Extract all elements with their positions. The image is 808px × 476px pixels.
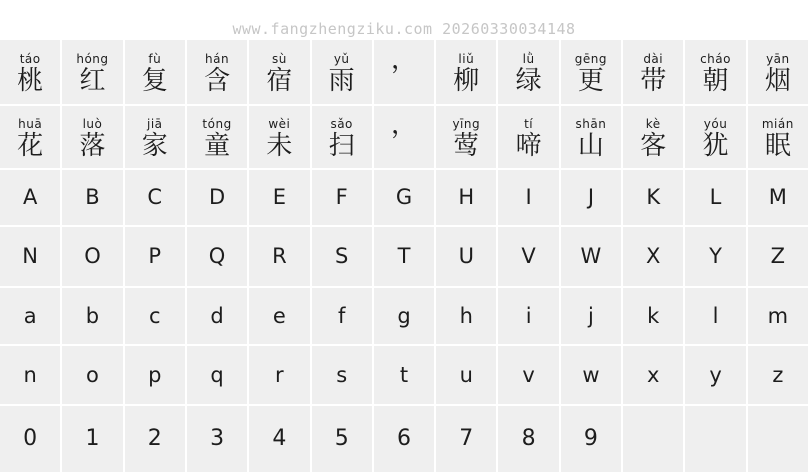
- digit-glyph: 3: [210, 426, 225, 451]
- letter-glyph: E: [272, 185, 287, 209]
- letter-cell: [312, 288, 372, 344]
- pinyin-label: yǔ: [333, 51, 350, 66]
- pinyin-label: jiā: [147, 116, 163, 131]
- letter-cell: [249, 170, 309, 225]
- pinyin-label: sǎo: [330, 116, 353, 131]
- letter-cell: [312, 227, 372, 286]
- digit-cell: [125, 406, 185, 472]
- pinyin-label: yóu: [703, 116, 728, 131]
- letter-cell: [498, 227, 558, 286]
- hanzi-cell: [125, 40, 185, 104]
- hanzi-glyph: 复: [141, 66, 168, 97]
- letter-cell: [436, 288, 496, 344]
- letter-cell: [498, 170, 558, 225]
- letter-glyph: r: [275, 362, 284, 387]
- hanzi-glyph: 未: [266, 131, 293, 162]
- letter-glyph: C: [147, 185, 163, 209]
- pinyin-label: lǜ: [522, 51, 535, 66]
- hanzi-cell: [0, 106, 60, 168]
- digit-cell: [436, 406, 496, 472]
- letter-glyph: Y: [709, 244, 722, 268]
- letter-glyph: T: [397, 244, 411, 268]
- letter-glyph: k: [647, 303, 660, 328]
- letter-cell: [374, 170, 434, 225]
- letter-cell: [498, 288, 558, 344]
- letter-glyph: v: [522, 362, 535, 387]
- pinyin-label: fù: [148, 51, 162, 66]
- letter-glyph: e: [272, 303, 286, 328]
- hanzi-glyph: 山: [577, 131, 604, 162]
- letter-glyph: b: [85, 303, 100, 328]
- letter-glyph: y: [709, 362, 722, 387]
- letter-cell: [187, 170, 247, 225]
- letter-cell: [748, 227, 808, 286]
- hanzi-cell: [685, 106, 745, 168]
- letter-cell: [374, 227, 434, 286]
- letter-cell: [685, 170, 745, 225]
- digit-cell: [0, 406, 60, 472]
- hanzi-cell: [187, 40, 247, 104]
- letter-glyph: j: [587, 303, 594, 328]
- letter-cell: [623, 170, 683, 225]
- letter-cell: [62, 288, 122, 344]
- pinyin-label: kè: [645, 116, 661, 131]
- pinyin-label: mián: [761, 116, 794, 131]
- letter-glyph: K: [646, 185, 661, 209]
- letter-cell: [187, 227, 247, 286]
- letter-glyph: O: [84, 244, 101, 268]
- letter-glyph: L: [709, 185, 722, 209]
- letter-cell: [62, 227, 122, 286]
- letter-glyph: Z: [770, 244, 786, 268]
- pinyin-label: yān: [766, 51, 790, 66]
- digit-glyph: 4: [272, 426, 287, 451]
- hanzi-cell: [312, 40, 372, 104]
- letter-cell: [623, 288, 683, 344]
- glyph-grid: [0, 40, 808, 472]
- hanzi-cell: [312, 106, 372, 168]
- letter-glyph: A: [22, 185, 38, 209]
- letter-cell: [436, 227, 496, 286]
- digit-glyph: 8: [521, 426, 536, 451]
- letter-cell: [685, 288, 745, 344]
- digit-cell: [561, 406, 621, 472]
- hanzi-glyph: 含: [204, 66, 231, 97]
- letter-cell: [0, 346, 60, 404]
- pinyin-label: huā: [18, 116, 43, 131]
- pinyin-label: liǔ: [458, 51, 475, 66]
- comma-glyph: ，: [390, 110, 417, 140]
- letter-glyph: n: [23, 362, 37, 387]
- letter-cell: [623, 227, 683, 286]
- hanzi-glyph: 雨: [328, 66, 355, 97]
- hanzi-glyph: 桃: [17, 66, 44, 97]
- hanzi-glyph: 带: [640, 66, 667, 97]
- pinyin-label: hóng: [76, 51, 109, 66]
- hanzi-glyph: 啼: [515, 131, 542, 162]
- digit-cell: [249, 406, 309, 472]
- hanzi-glyph: 犹: [702, 131, 729, 162]
- letter-cell: [0, 288, 60, 344]
- letter-cell: [125, 288, 185, 344]
- pinyin-label: shān: [575, 116, 607, 131]
- digit-glyph: 5: [334, 426, 349, 451]
- letter-cell: [623, 346, 683, 404]
- letter-glyph: g: [397, 303, 411, 328]
- empty-cell: [748, 406, 808, 472]
- pinyin-label: dài: [643, 51, 664, 66]
- pinyin-label: tóng: [202, 116, 232, 131]
- letter-glyph: z: [772, 362, 784, 387]
- hanzi-cell: [498, 40, 558, 104]
- hanzi-glyph: 扫: [328, 131, 355, 162]
- hanzi-cell: [436, 106, 496, 168]
- hanzi-glyph: 童: [204, 131, 231, 162]
- letter-glyph: i: [525, 303, 532, 328]
- letter-glyph: X: [646, 244, 661, 268]
- letter-cell: [748, 346, 808, 404]
- letter-glyph: s: [336, 362, 348, 387]
- letter-cell: [498, 346, 558, 404]
- digit-glyph: 0: [23, 426, 38, 451]
- punctuation-cell: [374, 106, 434, 168]
- hanzi-glyph: 柳: [453, 66, 480, 97]
- letter-glyph: M: [768, 185, 787, 209]
- hanzi-cell: [187, 106, 247, 168]
- hanzi-cell: [685, 40, 745, 104]
- hanzi-cell: [561, 40, 621, 104]
- pinyin-label: hán: [205, 51, 230, 66]
- hanzi-cell: [0, 40, 60, 104]
- letter-cell: [312, 346, 372, 404]
- pinyin-label: wèi: [268, 116, 291, 131]
- letter-glyph: P: [148, 244, 162, 268]
- digit-cell: [312, 406, 372, 472]
- letter-glyph: H: [458, 185, 475, 209]
- letter-cell: [685, 346, 745, 404]
- digit-glyph: 7: [459, 426, 474, 451]
- hanzi-cell: [249, 40, 309, 104]
- hanzi-glyph: 宿: [266, 66, 293, 97]
- pinyin-label: tí: [524, 116, 534, 131]
- letter-glyph: U: [458, 244, 474, 268]
- letter-glyph: u: [459, 362, 473, 387]
- letter-cell: [748, 288, 808, 344]
- digit-glyph: 1: [85, 426, 100, 451]
- letter-cell: [0, 170, 60, 225]
- letter-cell: [125, 170, 185, 225]
- digit-cell: [374, 406, 434, 472]
- pinyin-label: luò: [82, 116, 103, 131]
- letter-glyph: d: [210, 303, 224, 328]
- letter-glyph: t: [399, 362, 409, 387]
- letter-glyph: Q: [208, 244, 226, 268]
- letter-glyph: l: [712, 303, 719, 328]
- empty-cell: [623, 406, 683, 472]
- letter-glyph: W: [580, 244, 602, 268]
- letter-cell: [561, 170, 621, 225]
- hanzi-cell: [62, 106, 122, 168]
- letter-glyph: q: [210, 362, 224, 387]
- hanzi-cell: [436, 40, 496, 104]
- letter-cell: [374, 288, 434, 344]
- letter-cell: [312, 170, 372, 225]
- pinyin-label: cháo: [700, 51, 731, 66]
- digit-glyph: 2: [147, 426, 162, 451]
- letter-cell: [187, 288, 247, 344]
- letter-cell: [561, 288, 621, 344]
- digit-cell: [187, 406, 247, 472]
- letter-cell: [0, 227, 60, 286]
- letter-glyph: R: [272, 244, 287, 268]
- hanzi-glyph: 花: [17, 131, 44, 162]
- empty-cell: [685, 406, 745, 472]
- letter-cell: [748, 170, 808, 225]
- digit-cell: [498, 406, 558, 472]
- letter-glyph: c: [148, 303, 161, 328]
- digit-glyph: 6: [396, 426, 411, 451]
- letter-glyph: V: [521, 244, 536, 268]
- punctuation-cell: [374, 40, 434, 104]
- letter-glyph: N: [22, 244, 38, 268]
- hanzi-cell: [748, 40, 808, 104]
- hanzi-cell: [62, 40, 122, 104]
- letter-glyph: w: [582, 362, 600, 387]
- letter-cell: [436, 170, 496, 225]
- hanzi-glyph: 朝: [702, 66, 729, 97]
- letter-cell: [62, 170, 122, 225]
- letter-cell: [249, 346, 309, 404]
- letter-glyph: x: [647, 362, 660, 387]
- letter-cell: [62, 346, 122, 404]
- hanzi-cell: [249, 106, 309, 168]
- hanzi-glyph: 家: [141, 131, 168, 162]
- letter-glyph: J: [587, 185, 595, 209]
- letter-glyph: m: [767, 303, 789, 328]
- letter-cell: [125, 346, 185, 404]
- pinyin-label: táo: [19, 51, 41, 66]
- letter-glyph: a: [23, 303, 37, 328]
- hanzi-cell: [623, 106, 683, 168]
- letter-glyph: F: [335, 185, 348, 209]
- letter-glyph: S: [335, 244, 349, 268]
- hanzi-cell: [125, 106, 185, 168]
- letter-glyph: G: [395, 185, 413, 209]
- letter-cell: [249, 288, 309, 344]
- letter-glyph: h: [459, 303, 473, 328]
- letter-glyph: p: [148, 362, 162, 387]
- letter-cell: [685, 227, 745, 286]
- letter-glyph: o: [86, 362, 99, 387]
- letter-cell: [187, 346, 247, 404]
- hanzi-glyph: 红: [79, 66, 106, 97]
- watermark-text: www.fangzhengziku.com 20260330034148: [232, 20, 576, 38]
- comma-glyph: ，: [390, 45, 417, 75]
- hanzi-glyph: 莺: [453, 131, 480, 162]
- letter-glyph: f: [337, 303, 346, 328]
- hanzi-glyph: 眠: [764, 131, 791, 162]
- letter-cell: [561, 227, 621, 286]
- hanzi-cell: [498, 106, 558, 168]
- letter-glyph: I: [525, 185, 532, 209]
- digit-glyph: 9: [583, 426, 598, 451]
- letter-cell: [561, 346, 621, 404]
- hanzi-cell: [623, 40, 683, 104]
- hanzi-glyph: 绿: [515, 66, 542, 97]
- pinyin-label: yīng: [452, 116, 481, 131]
- letter-cell: [436, 346, 496, 404]
- pinyin-label: sù: [271, 51, 287, 66]
- letter-glyph: B: [85, 185, 100, 209]
- hanzi-glyph: 烟: [764, 66, 791, 97]
- letter-glyph: D: [208, 185, 226, 209]
- letter-cell: [249, 227, 309, 286]
- hanzi-cell: [561, 106, 621, 168]
- hanzi-cell: [748, 106, 808, 168]
- hanzi-glyph: 客: [640, 131, 667, 162]
- digit-cell: [62, 406, 122, 472]
- hanzi-glyph: 更: [577, 66, 604, 97]
- pinyin-label: gēng: [574, 51, 608, 66]
- letter-cell: [125, 227, 185, 286]
- hanzi-glyph: 落: [79, 131, 106, 162]
- letter-cell: [374, 346, 434, 404]
